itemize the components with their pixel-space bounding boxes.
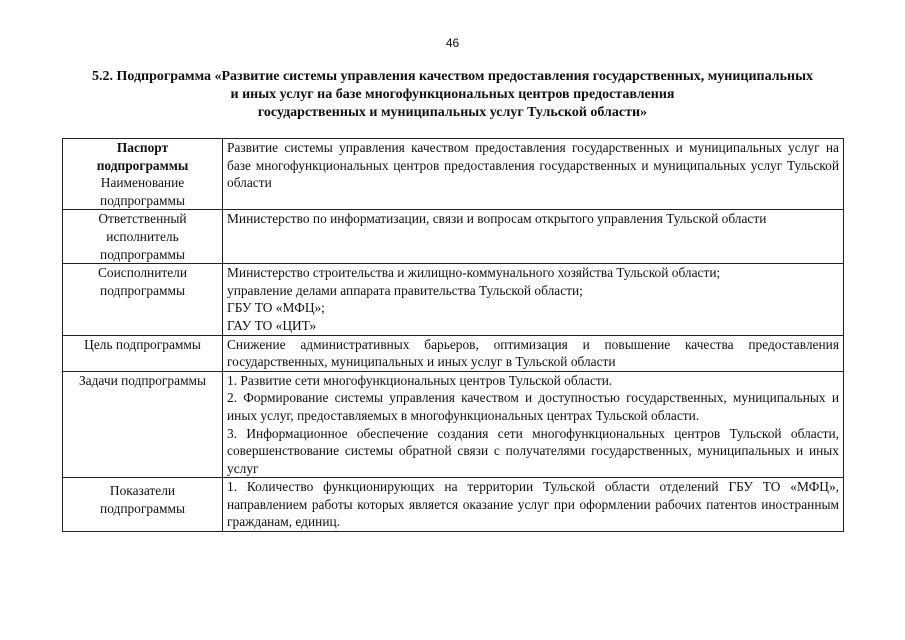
row-label-line: Ответственный [98, 211, 187, 227]
row-label-line: подпрограммы [100, 192, 185, 208]
row-value-text: ГАУ ТО «ЦИТ» [227, 317, 317, 333]
row-label-line: подпрограммы [100, 500, 185, 516]
row-value-text: Снижение административных барьеров, оптимизация и повышение качества предоставления государственных, муниципальных и иных услуг в Тульской области [227, 336, 839, 370]
row-label [63, 371, 223, 478]
row-value [223, 139, 844, 210]
row-label [63, 264, 223, 335]
row-value-text: Министерство строительства и жилищно-коммунального хозяйства Тульской области; [227, 265, 721, 281]
row-label-line: подпрограммы [100, 282, 185, 298]
row-value-text: 3. Информационное обеспечение создания сети многофункциональных центров Тульской области, совершенствование системы обратной связи с получателями государственных, муниципальных и иных услуг [227, 425, 839, 476]
table-row [63, 335, 844, 371]
row-label-line: Задачи подпрограммы [78, 372, 207, 388]
page-number: 46 [445, 36, 460, 50]
section-title-line: 5.2. Подпрограмма «Развитие системы управления качеством предоставления государственных, муниципальных [91, 69, 814, 84]
passport-table [62, 138, 844, 532]
row-label-line: подпрограммы [100, 246, 185, 262]
row-value [223, 371, 844, 478]
row-label-line: Соисполнители [97, 265, 188, 281]
section-title-line: государственных и муниципальных услуг Тульской области» [257, 105, 648, 120]
row-label [63, 335, 223, 371]
row-label-line: Цель подпрограммы [84, 336, 201, 352]
row-label-line: Наименование [100, 175, 185, 191]
row-label-line: Показатели [109, 483, 176, 499]
table-row [63, 210, 844, 264]
section-title-line: и иных услуг на базе многофункциональных центров предоставления [230, 87, 675, 102]
passport-header-line: подпрограммы [96, 157, 189, 173]
row-label [63, 210, 223, 264]
row-value-text: управление делами аппарата правительства Тульской области; [227, 282, 583, 298]
row-value [223, 335, 844, 371]
row-value-text: 1. Количество функционирующих на территории Тульской области отделений ГБУ ТО «МФЦ», направлением работы которых является оказание услуг при оформлении рабочих патентов иностранным гражданам, единиц. [227, 479, 839, 530]
table-row [63, 371, 844, 478]
row-value-text: Министерство по информатизации, связи и вопросам открытого управления Тульской области [227, 211, 767, 227]
row-label [63, 478, 223, 532]
passport-header-line: Паспорт [116, 140, 169, 155]
row-value-text: 2. Формирование системы управления качеством и доступностью государственных, муниципальных и иных услуг, предоставляемых в многофункциональных центрах Тульской области. [227, 390, 839, 423]
table-row [63, 264, 844, 335]
row-value [223, 210, 844, 264]
row-value [223, 264, 844, 335]
row-label-line: исполнитель [106, 228, 179, 244]
row-value-text: Развитие системы управления качеством предоставления государственных и муниципальных услуг на базе многофункциональных центров предоставления государственных и муниципальных услуг Тульской области [227, 140, 839, 191]
row-label [63, 139, 223, 210]
table-row [63, 478, 844, 532]
row-value [223, 478, 844, 532]
row-value-text: ГБУ ТО «МФЦ»; [227, 300, 325, 316]
table-row [63, 139, 844, 210]
row-value-text: 1. Развитие сети многофункциональных центров Тульской области. [227, 372, 613, 388]
section-title [60, 68, 845, 122]
